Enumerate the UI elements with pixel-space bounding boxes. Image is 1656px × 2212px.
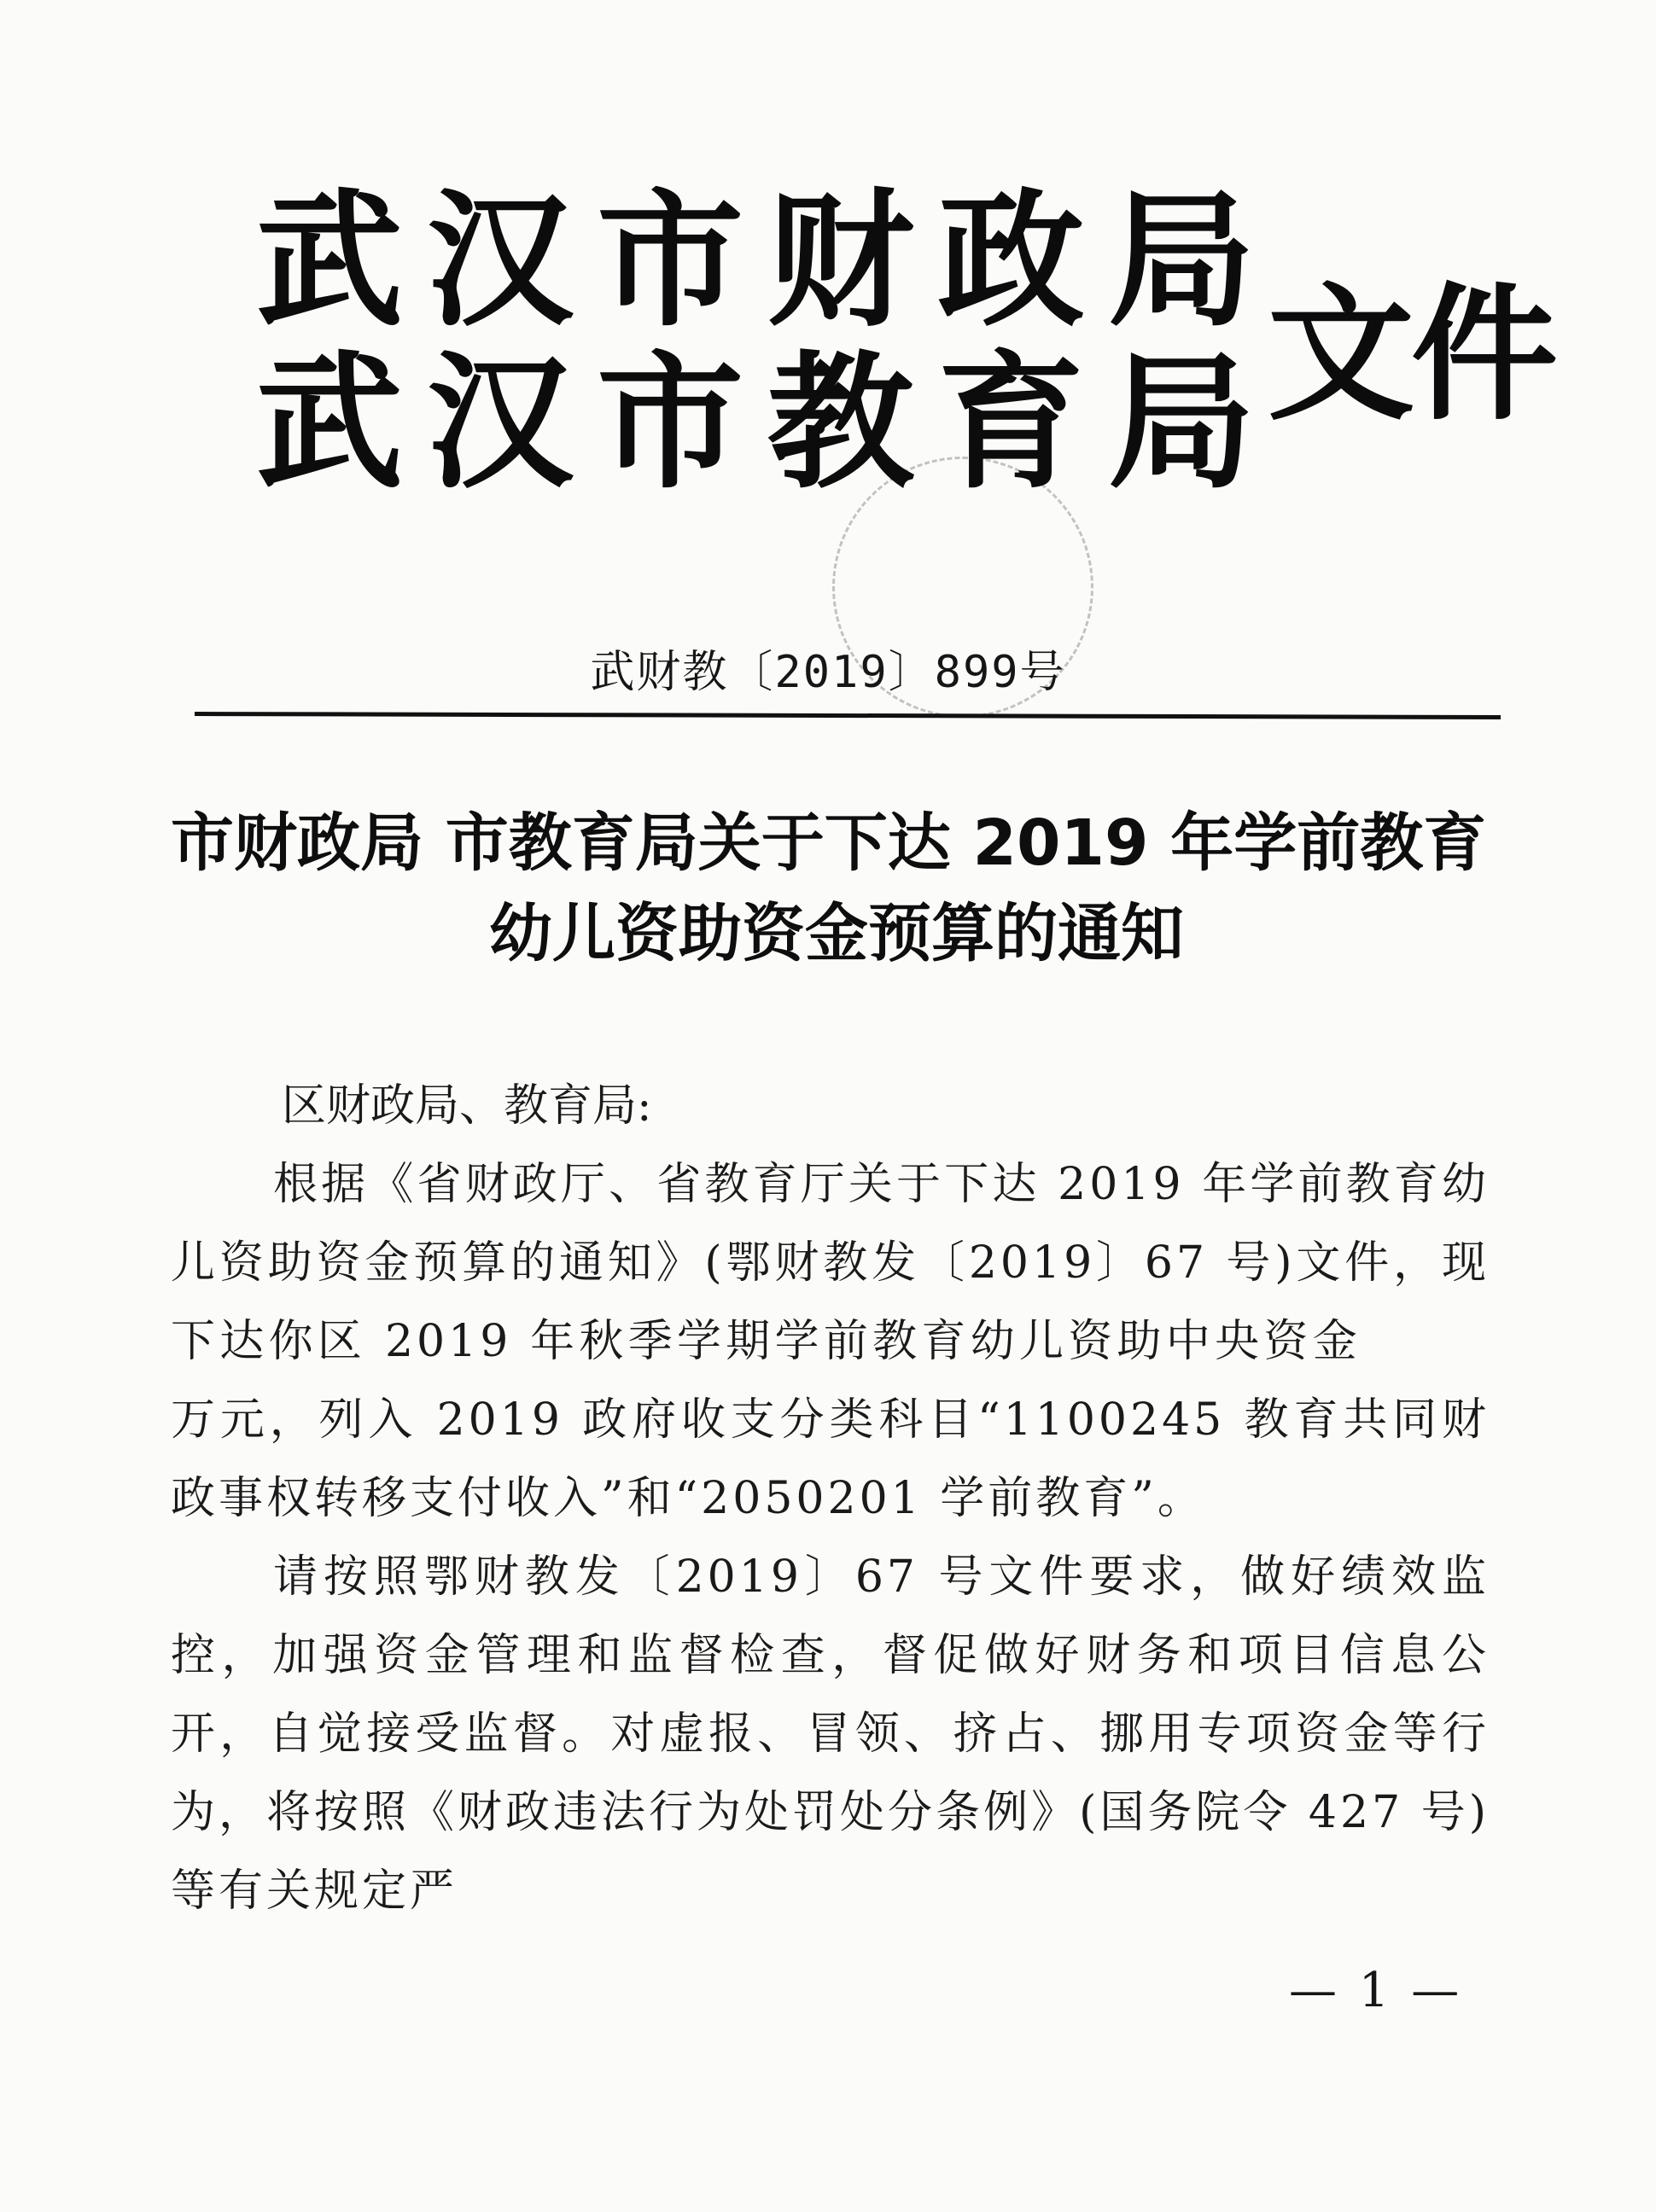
issuer-char: 政 (937, 173, 1085, 346)
issuer-line-finance-bureau (256, 173, 1255, 346)
title-line-2: 幼儿资助资金预算的通知 (489, 897, 1184, 970)
document-title (171, 802, 1502, 975)
issuer-char: 汉 (426, 335, 574, 509)
page-number: — 1 — (1289, 1963, 1463, 2018)
header-divider (195, 712, 1501, 719)
issuer-char: 武 (256, 173, 403, 346)
document-body (171, 1067, 1490, 1930)
title-line-1: 市财政局 市教育局关于下达 2019 年学前教育 (171, 806, 1487, 880)
issuer-line-education-bureau (256, 335, 1255, 509)
issuer-char: 市 (597, 173, 744, 346)
document-number: 武财教〔2019〕899号 (590, 647, 1066, 698)
salutation: 区财政局、教育局: (282, 1080, 652, 1132)
issuer-char: 育 (937, 335, 1085, 509)
issuer-char: 局 (1107, 335, 1255, 509)
paragraph-1-text-b: 万元，列入 2019 政府收支分类科目“1100245 教育共同财政事权转移支付收入”和“2050201 学前教育”。 (171, 1394, 1490, 1524)
issuer-char: 财 (767, 173, 914, 346)
paragraph-1 (171, 1145, 1490, 1538)
issuer-char: 教 (767, 335, 914, 509)
masthead (256, 173, 1554, 509)
document-type-label: 文件 (1268, 267, 1554, 440)
paragraph-2: 请按照鄂财教发〔2019〕67 号文件要求，做好绩效监控，加强资金管理和监督检查，督促做好财务和项目信息公开，自觉接受监督。对虚报、冒领、挤占、挪用专项资金等行为，将按照《财政违法行为处罚处分条例》(国务院令 427 号)等有关规定严 (171, 1551, 1490, 1917)
issuer-char: 武 (256, 335, 403, 509)
issuer-char: 市 (597, 335, 744, 509)
issuer-char: 局 (1107, 173, 1255, 346)
issuer-char: 汉 (426, 173, 574, 346)
paragraph-1-text-a: 根据《省财政厅、省教育厅关于下达 2019 年学前教育幼儿资助资金预算的通知》(鄂财教发〔2019〕67 号)文件，现下达你区 2019 年秋季学期学前教育幼儿资助中央资金 (171, 1159, 1490, 1367)
